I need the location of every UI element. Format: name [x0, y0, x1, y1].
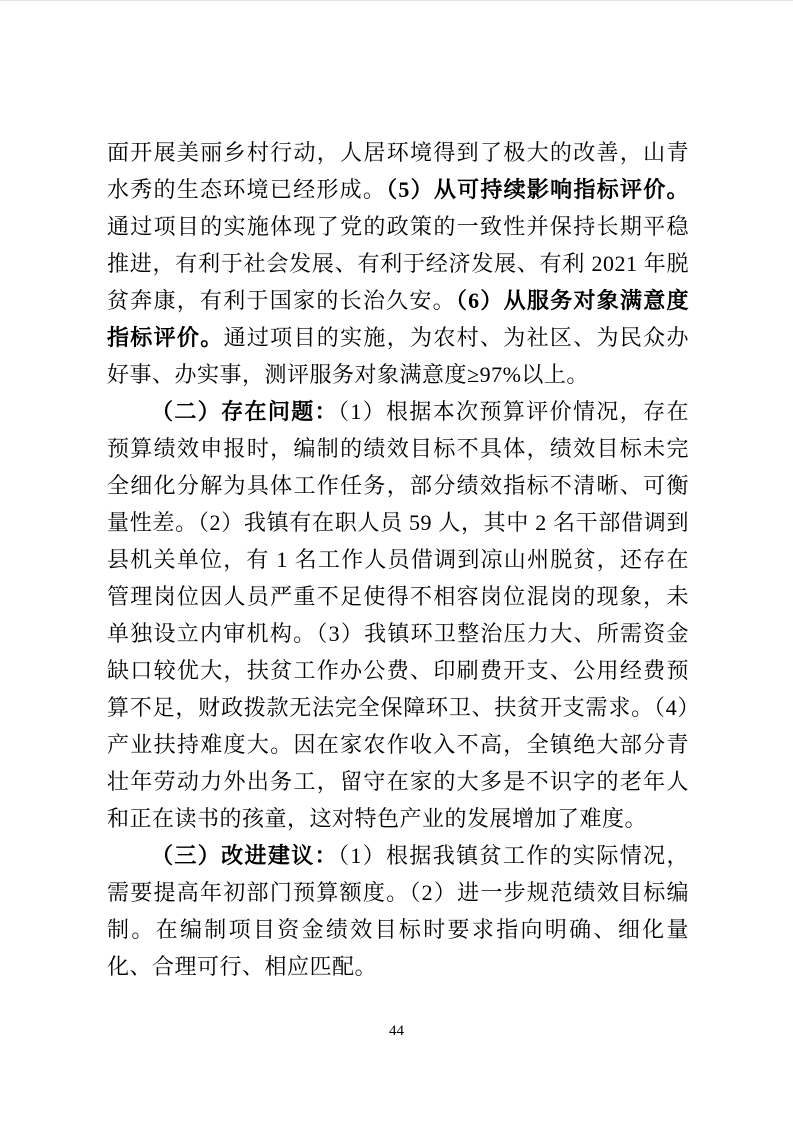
paragraph	[107, 393, 689, 837]
page-number: 44	[389, 1023, 404, 1039]
bold-text-run: （5）从可持续影响指标评价。	[386, 177, 689, 202]
text-run: 面开展美丽乡村行动，人居环境得到了极大的改善，山青水秀的生态环境已经形成。	[107, 140, 689, 202]
paragraph	[107, 134, 689, 393]
text-run: （1）根据我镇贫工作的实际情况，需要提高年初部门预算额度。（2）进一步规范绩效目标编制。在编制项目资金绩效目标时要求指向明确、细化量化、合理可行、相应匹配。	[107, 843, 689, 979]
paragraph	[107, 837, 689, 985]
document-body	[107, 134, 689, 985]
bold-text-run: （6）从服务对象满意度指标评价。	[107, 288, 689, 350]
bold-text-run: （二）存在问题：	[151, 399, 338, 424]
text-run: 通过项目的实施体现了党的政策的一致性并保持长期平稳推进，有利于社会发展、有利于经济发展、有利 2021 年脱贫奔康，有利于国家的长治久安。	[107, 214, 689, 313]
text-run: 通过项目的实施，为农村、为社区、为民众办好事、办实事，测评服务对象满意度≥97%以上。	[107, 325, 689, 387]
bold-text-run: （三）改进建议：	[151, 843, 338, 868]
text-run: （1）根据本次预算评价情况，存在预算绩效申报时，编制的绩效目标不具体，绩效目标未完全细化分解为具体工作任务，部分绩效指标不清晰、可衡量性差。（2）我镇有在职人员 59 人，其中 2 名干部借调到县机关单位，有 1 名工作人员借调到凉山州脱贫，还存在管理岗位因人员严重不足使得不相容岗位混岗的现象，未单独设立内审机构。（3）我镇环卫整治压力大、所需资金缺口较优大，扶贫工作办公费、印刷费开支、公用经费预算不足，财政拨款无法完全保障环卫、扶贫开支需求。（4）产业扶持难度大。因在家农作收入不高，全镇绝大部分青壮年劳动力外出务工，留守在家的大多是不识字的老年人和正在读书的孩童，这对特色产业的发展增加了难度。	[107, 399, 689, 831]
